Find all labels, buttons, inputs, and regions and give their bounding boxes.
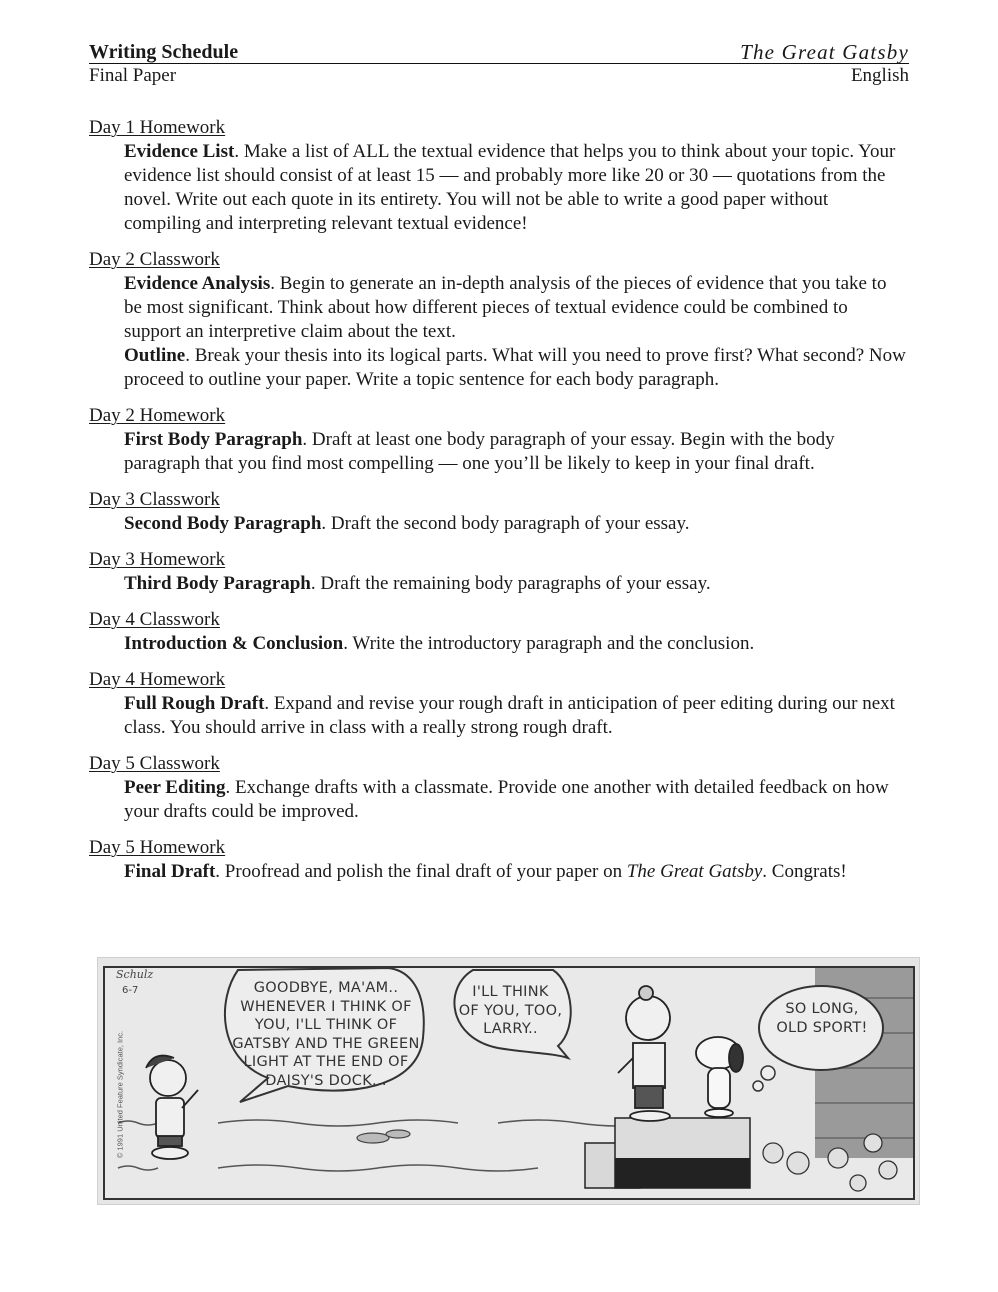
task-title: Introduction & Conclusion [124,633,344,654]
task-title: Second Body Paragraph [124,513,322,534]
task-description: . Proofread and polish the final draft of your paper on [215,861,627,882]
schedule-entry [89,488,909,536]
peanuts-comic-strip [97,957,920,1205]
schedule-entry [89,608,909,656]
strip-date: 6-7 [122,985,139,996]
task-description: . Draft the second body paragraph of your essay. [321,513,690,534]
subject-name: English [850,65,909,86]
task-description: . Exchange drafts with a classmate. Provide one another with detailed feedback on how your drafts could be improved. [124,777,889,822]
document-page [89,38,909,896]
schedule-entry [89,548,909,596]
task-title: Full Rough Draft [124,693,265,714]
book-title: The Great Gatsby [740,40,909,64]
copyright-notice: © 1991 United Feature Syndicate, Inc. [115,1030,125,1159]
day-label: Day 4 Classwork [89,609,220,630]
task-title: Evidence Analysis [124,273,271,294]
task-item [124,776,909,824]
assignment-name: Final Paper [89,65,177,86]
task-title: Final Draft [124,861,216,882]
task-description-end: . Congrats! [762,861,847,882]
task-description: . Expand and revise your rough draft in anticipation of peer editing during our next class. You should arrive in class with a really strong rough draft. [124,693,895,738]
schedule-entry [89,404,909,476]
task-item [124,692,909,740]
schedule-entry [89,668,909,740]
task-description: . Draft the remaining body paragraphs of your essay. [310,573,711,594]
schedule-entry [89,752,909,824]
task-item [124,272,909,344]
task-item [124,344,909,392]
day-label: Day 2 Classwork [89,249,220,270]
step-shadow [615,1158,750,1188]
bubble-text-teacher: I'LL THINK OF YOU, TOO, LARRY.. [458,984,563,1037]
day-label: Day 1 Homework [89,117,226,138]
task-title: Third Body Paragraph [124,573,311,594]
task-item [124,512,909,536]
artist-signature: Schulz [116,968,154,981]
task-item [124,572,909,596]
task-description: . Write the introductory paragraph and the conclusion. [343,633,755,654]
task-description: . Begin to generate an in-depth analysis of the pieces of evidence that you take to be most significant. Think about how different pieces of textual evidence could be combined to support an interpretive claim about the text. [124,273,887,342]
day-label: Day 3 Classwork [89,489,220,510]
task-item [124,632,909,656]
bubble-text-snoopy: SO LONG, OLD SPORT! [776,1001,868,1036]
schedule-entry [89,836,909,884]
day-label: Day 4 Homework [89,669,226,690]
task-title: Peer Editing [124,777,226,798]
day-label: Day 2 Homework [89,405,226,426]
task-description: . Make a list of ALL the textual evidence that helps you to think about your topic. Your evidence list should consist of at least 15 — and probably more like 20 or 30 — quotations from the novel. Write out each quote in its entirety. You will not be able to write a good paper without compiling and interpreting relevant textual evidence! [124,141,896,234]
task-item [124,140,909,236]
day-label: Day 5 Homework [89,837,226,858]
task-item [124,428,909,476]
task-item [124,860,909,884]
schedule-list [89,116,909,884]
task-description: . Break your thesis into its logical parts. What will you need to prove first? What second? Now proceed to outline your paper. Write a topic sentence for each body paragraph. [124,345,906,390]
day-label: Day 5 Classwork [89,753,220,774]
schedule-entry [89,248,909,392]
task-title: Outline [124,345,186,366]
day-label: Day 3 Homework [89,549,226,570]
document-title: Writing Schedule [89,41,239,63]
task-title: First Body Paragraph [124,429,303,450]
task-title: Evidence List [124,141,235,162]
header-row [89,38,909,64]
bubble-text-larry: GOODBYE, MA'AM.. WHENEVER I THINK OF YOU, I'LL THINK OF GATSBY AND THE GREEN LIGHT AT THE END OF DAISY'S DOCK... [232,980,420,1089]
book-title-inline: The Great Gatsby [626,861,763,882]
subheader-row [89,64,909,88]
schedule-entry [89,116,909,236]
task-description: . Draft at least one body paragraph of your essay. Begin with the body paragraph that you find most compelling — one you’ll be likely to keep in your final draft. [124,429,835,474]
